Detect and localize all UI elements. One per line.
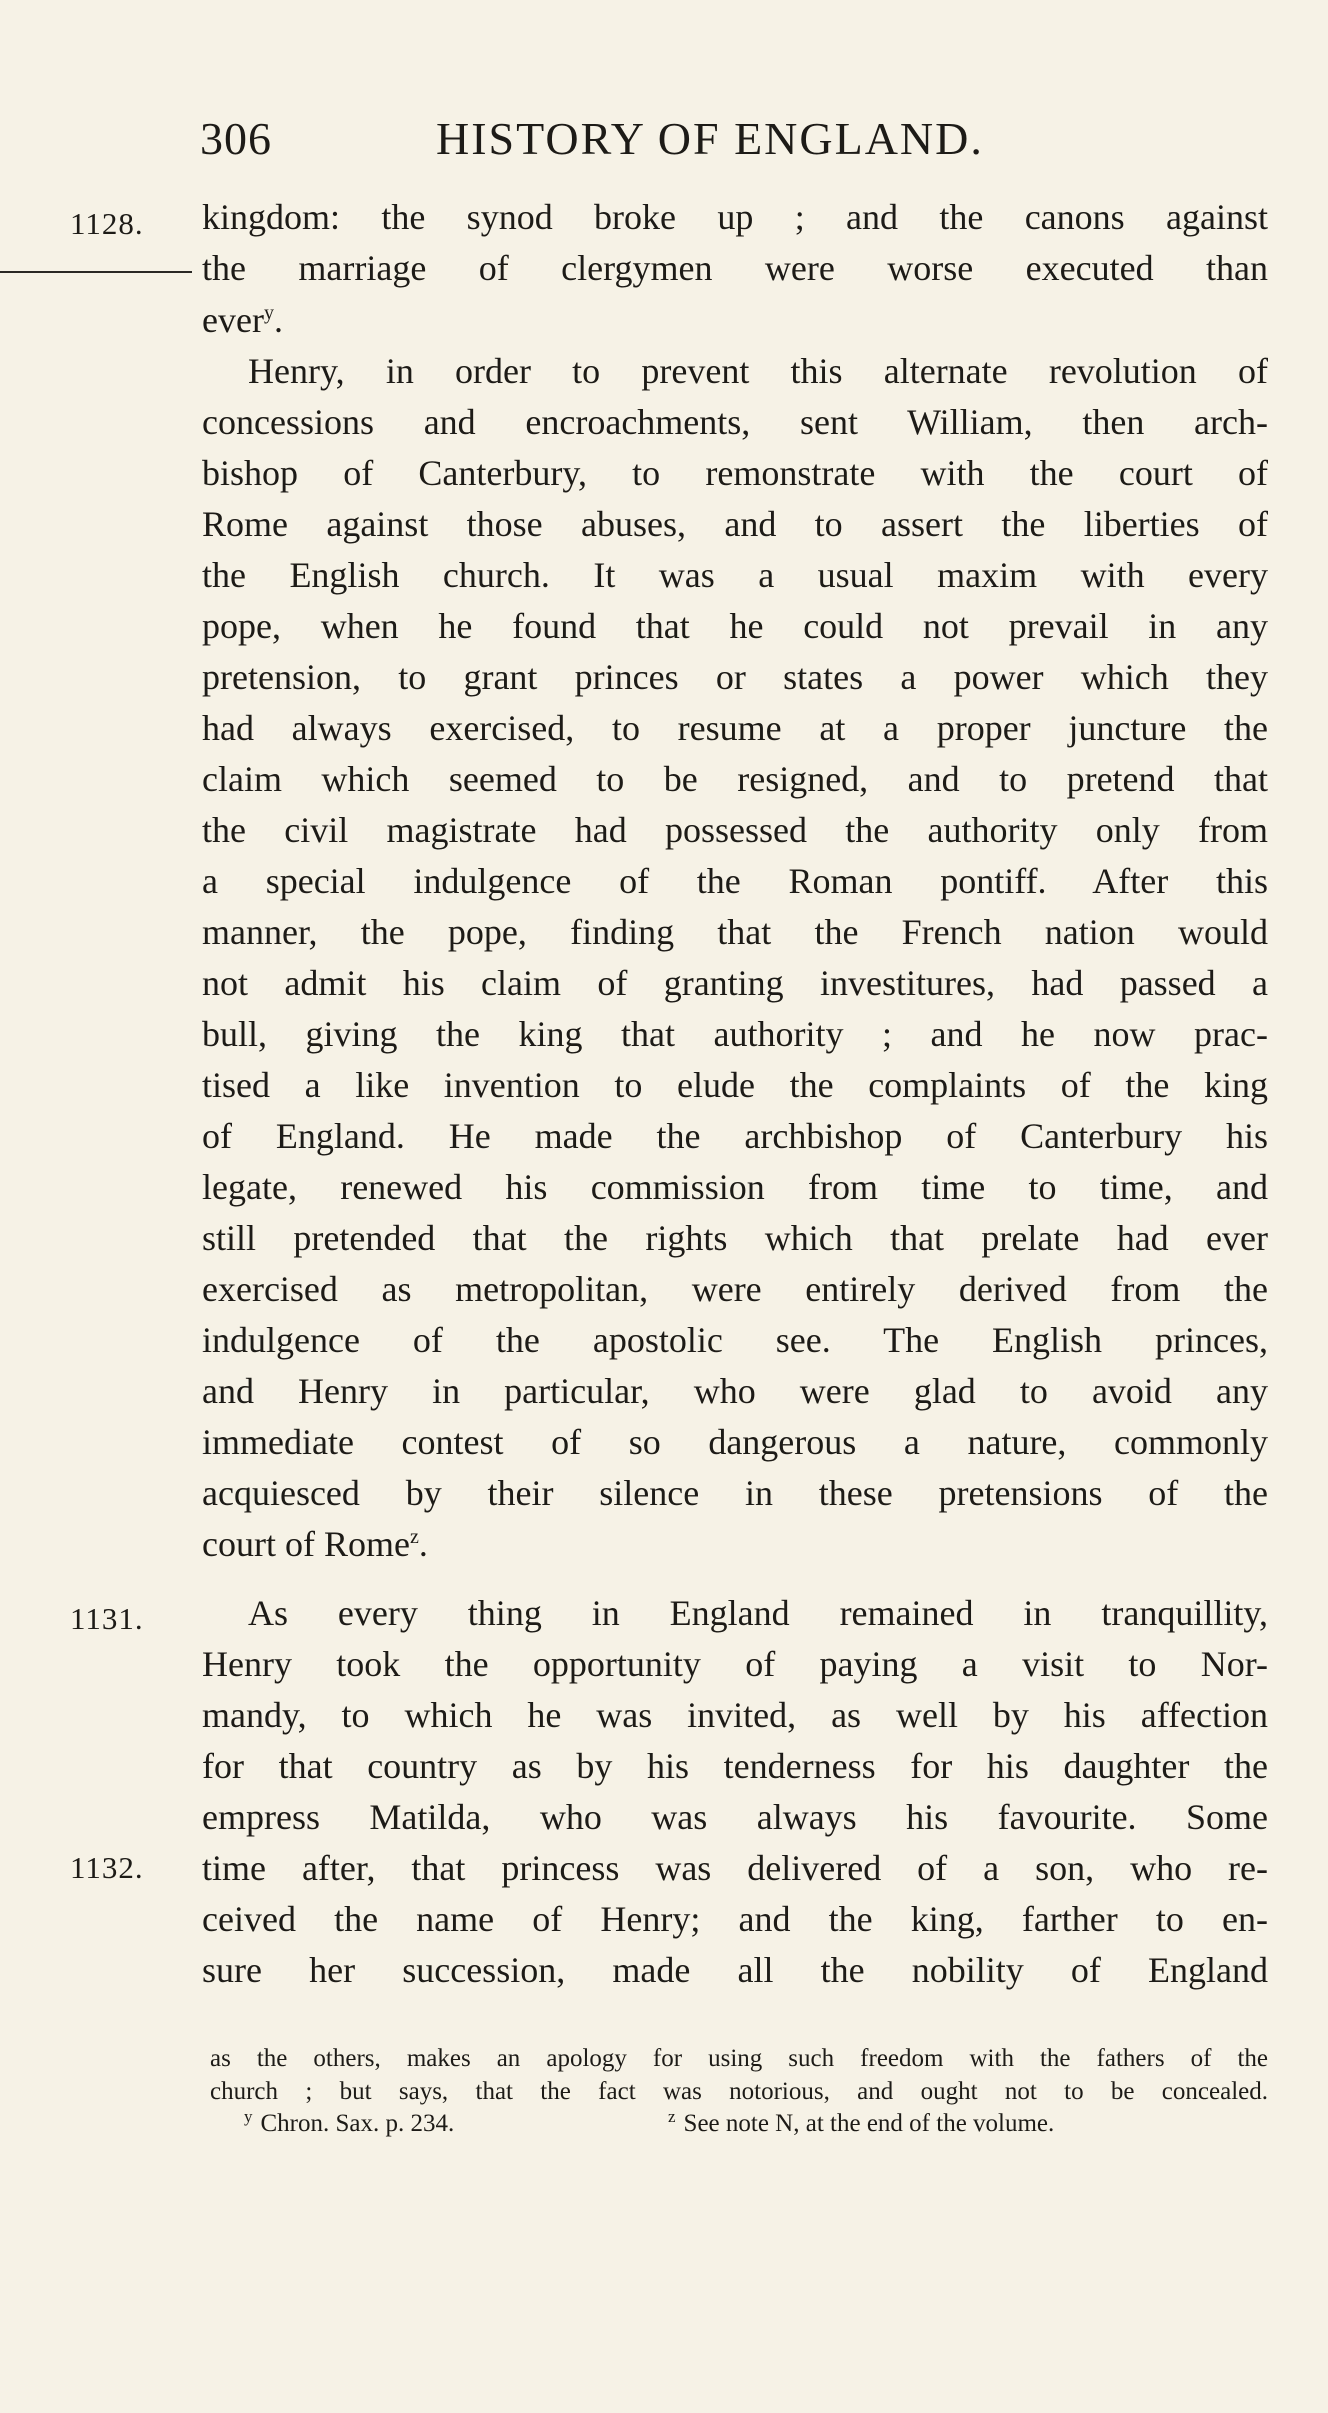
footnote-ref-z: z: [409, 1526, 419, 1548]
text-line-34: ceived the name of Henry; and the king, farther to en-: [202, 1899, 1268, 1939]
text-line-35: sure her succession, made all the nobility of England: [202, 1950, 1268, 1990]
page-number: 306: [200, 113, 272, 164]
text-line-14: a special indulgence of the Roman pontiff. After this: [202, 861, 1268, 901]
text-line-7: Rome against those abuses, and to assert the liberties of: [202, 504, 1268, 544]
text-line-3: ever$^y$.: [202, 300, 283, 340]
text-line-13: the civil magistrate had possessed the authority only from: [202, 810, 1268, 850]
footnote-line-1: as the others, makes an apology for using such freedom with the fathers of the: [210, 2045, 1268, 2072]
text-line-27: court of Rome$^z$.: [202, 1524, 428, 1564]
text-line-8: the English church. It was a usual maxim with every: [202, 555, 1268, 595]
text-line-31: for that country as by his tenderness for his daughter the: [202, 1746, 1268, 1786]
text-line-33: time after, that princess was delivered of a son, who re-: [202, 1848, 1268, 1888]
text-line-6: bishop of Canterbury, to remonstrate with the court of: [202, 453, 1268, 493]
footnote-line-2: church ; but says, that the fact was notorious, and ought not to be concealed.: [210, 2078, 1268, 2105]
text-line-25: immediate contest of so dangerous a nature, commonly: [202, 1422, 1268, 1462]
text-line-22: exercised as metropolitan, were entirely derived from the: [202, 1269, 1268, 1309]
text-line-29: Henry took the opportunity of paying a visit to Nor-: [202, 1644, 1268, 1684]
margin-year-1131: 1131.: [70, 1601, 144, 1636]
text-line-20: legate, renewed his commission from time to time, and: [202, 1167, 1268, 1207]
footnote-ref-y: y: [263, 302, 274, 324]
footnote-y: [244, 2106, 455, 2138]
text-line-24: and Henry in particular, who were glad to avoid any: [202, 1371, 1268, 1411]
text-line-12: claim which seemed to be resigned, and to pretend that: [202, 759, 1268, 799]
text-line-28: As every thing in England remained in tranquillity,: [248, 1593, 1268, 1633]
text-line-19: of England. He made the archbishop of Canterbury his: [202, 1116, 1268, 1156]
text-line-5: concessions and encroachments, sent William, then arch-: [202, 402, 1268, 442]
text-line-18: tised a like invention to elude the complaints of the king: [202, 1065, 1268, 1105]
footnote-y-text: Chron. Sax. p. 234.: [260, 2110, 455, 2137]
text-line-26: acquiesced by their silence in these pretensions of the: [202, 1473, 1268, 1513]
footnote-z: [668, 2106, 1055, 2138]
text-line-2: the marriage of clergymen were worse executed than: [202, 248, 1268, 288]
text-line-21: still pretended that the rights which that prelate had ever: [202, 1218, 1268, 1258]
margin-rule: [0, 271, 192, 273]
text-line-23: indulgence of the apostolic see. The English princes,: [202, 1320, 1268, 1360]
margin-year-1128: 1128.: [70, 206, 144, 241]
page-header: [200, 112, 1270, 182]
text-line-15: manner, the pope, finding that the French nation would: [202, 912, 1268, 952]
text-line-4: Henry, in order to prevent this alternate revolution of: [248, 351, 1268, 391]
running-title: HISTORY OF ENGLAND.: [436, 113, 984, 164]
text-line-17: bull, giving the king that authority ; and he now prac-: [202, 1014, 1268, 1054]
footnote-mark-y: y: [244, 2106, 253, 2126]
text-line-9: pope, when he found that he could not prevail in any: [202, 606, 1268, 646]
footnote-z-text: See note N, at the end of the volume.: [683, 2110, 1055, 2137]
text-line-16: not admit his claim of granting investitures, had passed a: [202, 963, 1268, 1003]
text-line-11: had always exercised, to resume at a proper juncture the: [202, 708, 1268, 748]
text-line-1: kingdom: the synod broke up ; and the canons against: [202, 197, 1268, 237]
text-line-32: empress Matilda, who was always his favourite. Some: [202, 1797, 1268, 1837]
text-line-10: pretension, to grant princes or states a power which they: [202, 657, 1268, 697]
footnote-mark-z: z: [668, 2106, 676, 2126]
text-line-30: mandy, to which he was invited, as well by his affection: [202, 1695, 1268, 1735]
margin-year-1132: 1132.: [70, 1850, 144, 1885]
